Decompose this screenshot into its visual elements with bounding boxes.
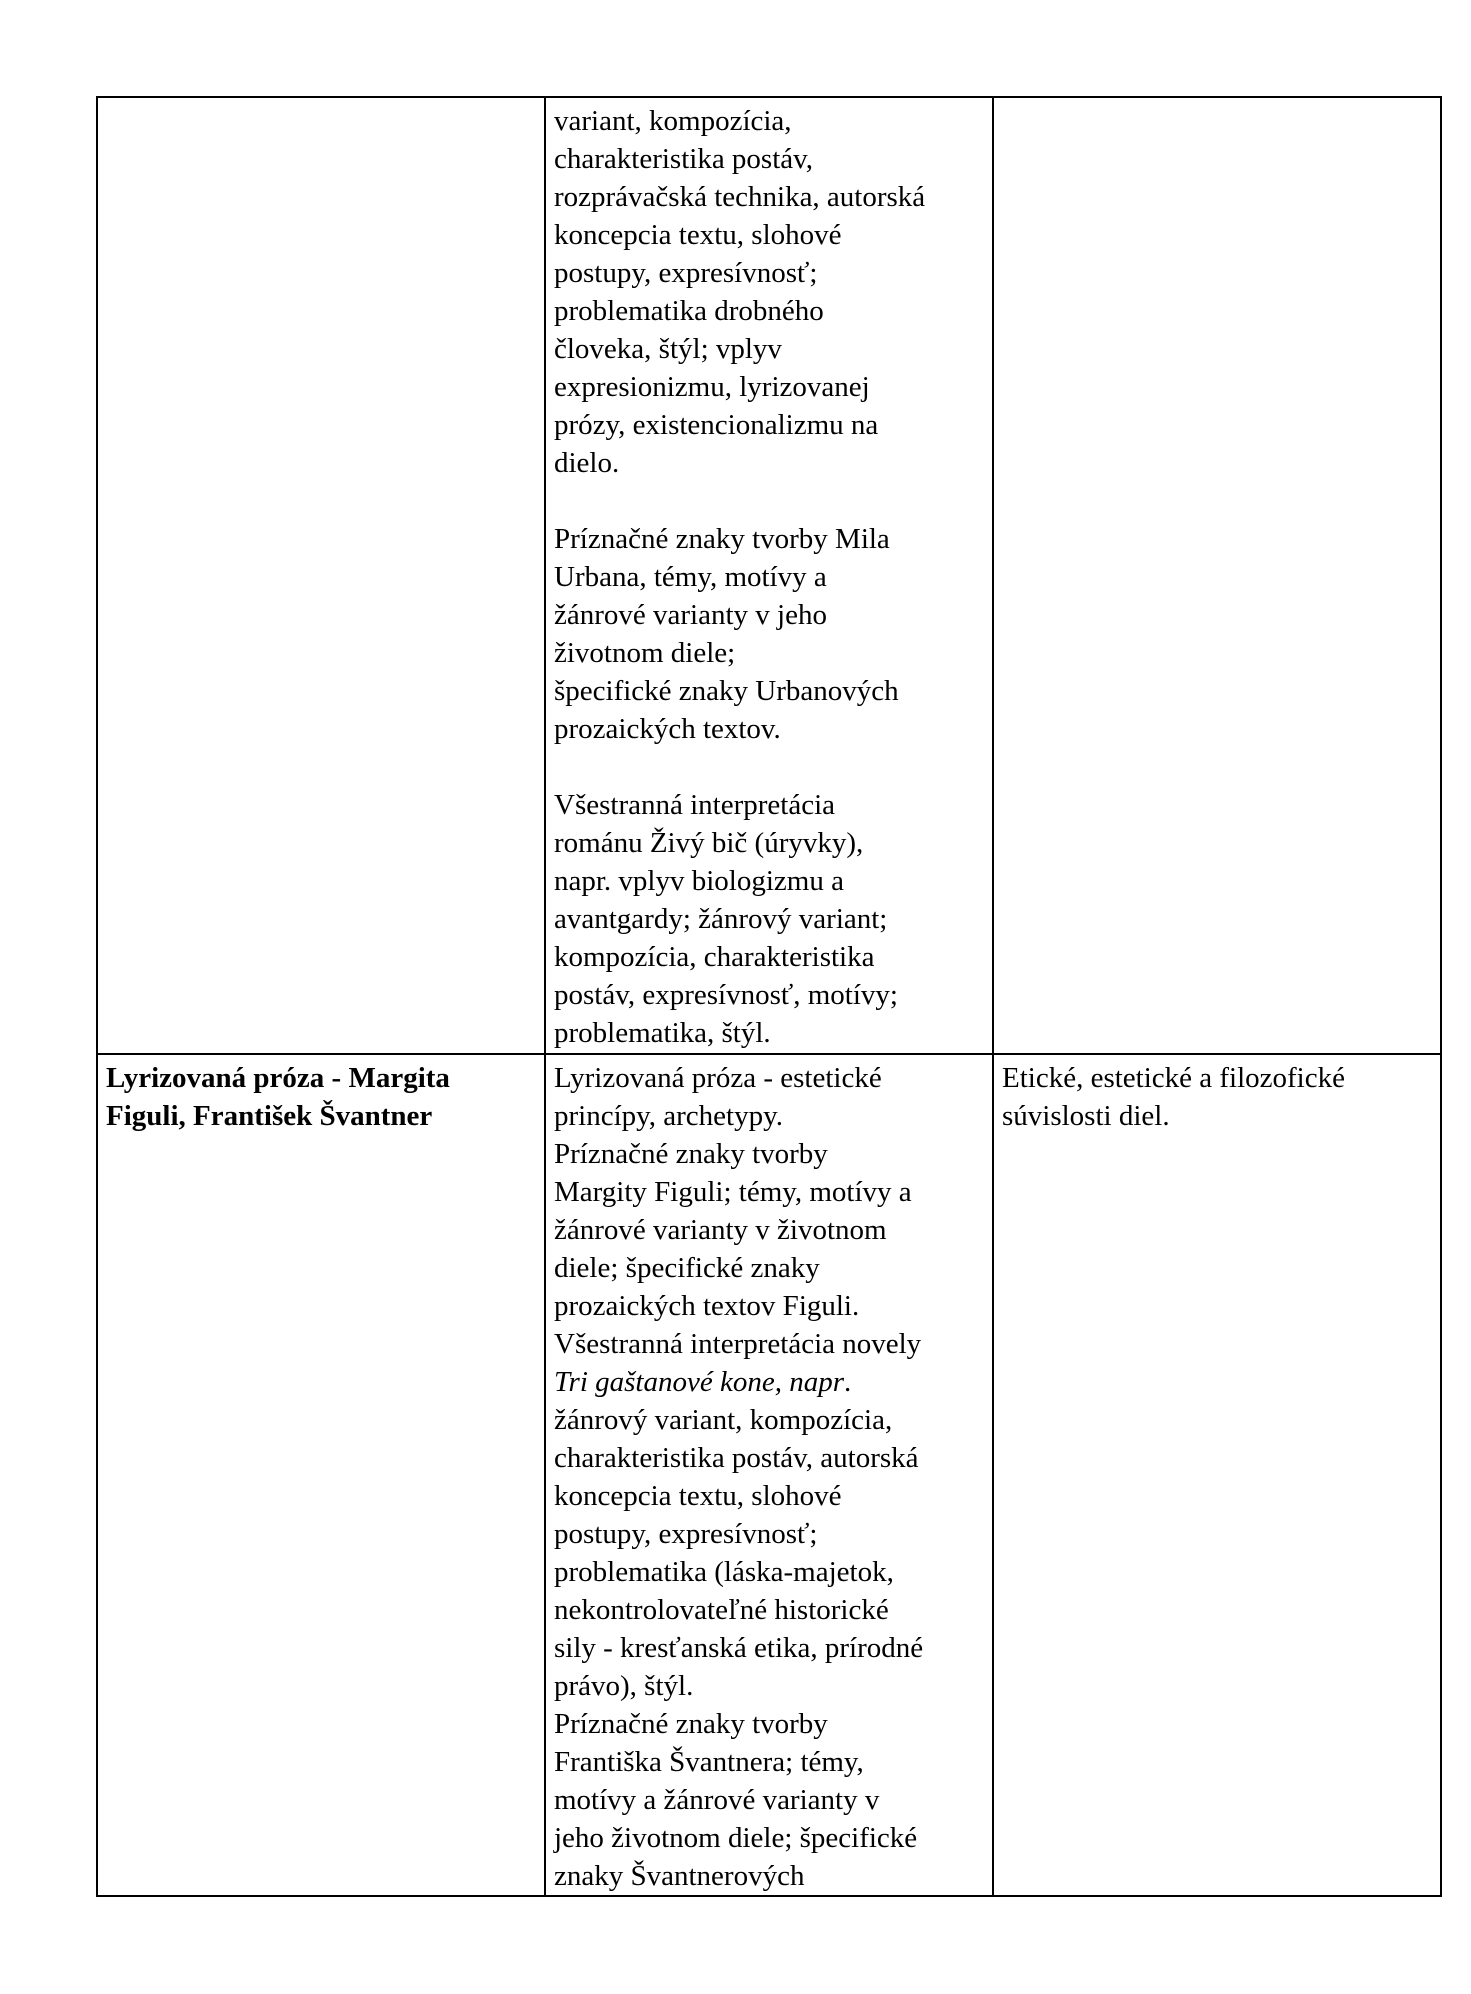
content-cell [545, 97, 993, 1054]
content-text: . žánrový variant, kompozícia, charakteristika postáv, autorská koncepcia textu, slohové postupy, expresívnosť; problematika (láska-majetok, nekontrolovateľné historické sily - kresťanská etika, prírodné právo), štýl. Príznačné znaky tvorby Františka Švantnera; témy, motívy a žánrové varianty v jeho životnom diele; špecifické znaky Švantnerových [554, 1366, 924, 1892]
outcome-text: Etické, estetické a filozofické súvislosti diel. [1002, 1062, 1345, 1132]
topic-cell [97, 1054, 545, 1896]
outcome-cell [993, 1054, 1441, 1896]
paragraph-gap [554, 748, 984, 786]
curriculum-table [96, 96, 1442, 1897]
content-paragraph: variant, kompozícia, charakteristika postáv, rozprávačská technika, autorská koncepcia textu, slohové postupy, expresívnosť; problematika drobného človeka, štýl; vplyv expresionizmu, lyrizovanej prózy, existencionalizmu na dielo. [554, 105, 926, 479]
work-title: Tri gaštanové kone, napr [554, 1366, 844, 1398]
content-cell [545, 1054, 993, 1896]
content-paragraph: Príznačné znaky tvorby Mila Urbana, témy, motívy a žánrové varianty v jeho životnom diele; špecifické znaky Urbanových prozaických textov. [554, 523, 899, 745]
content-paragraph [554, 1059, 984, 1895]
outcome-cell [993, 97, 1441, 1054]
table-row [97, 1054, 1441, 1896]
paragraph-gap [554, 482, 984, 520]
table-row [97, 97, 1441, 1054]
topic-heading: Lyrizovaná próza - Margita Figuli, František Švantner [106, 1062, 450, 1132]
topic-cell [97, 97, 545, 1054]
content-text: Lyrizovaná próza - estetické princípy, archetypy. Príznačné znaky tvorby Margity Figuli; témy, motívy a žánrové varianty v životnom diele; špecifické znaky prozaických textov Figuli. Všestranná interpretácia novely [554, 1062, 922, 1360]
content-paragraph: Všestranná interpretácia románu Živý bič (úryvky), napr. vplyv biologizmu a avantgardy; žánrový variant; kompozícia, charakteristika postáv, expresívnosť, motívy; problematika, štýl. [554, 789, 898, 1049]
